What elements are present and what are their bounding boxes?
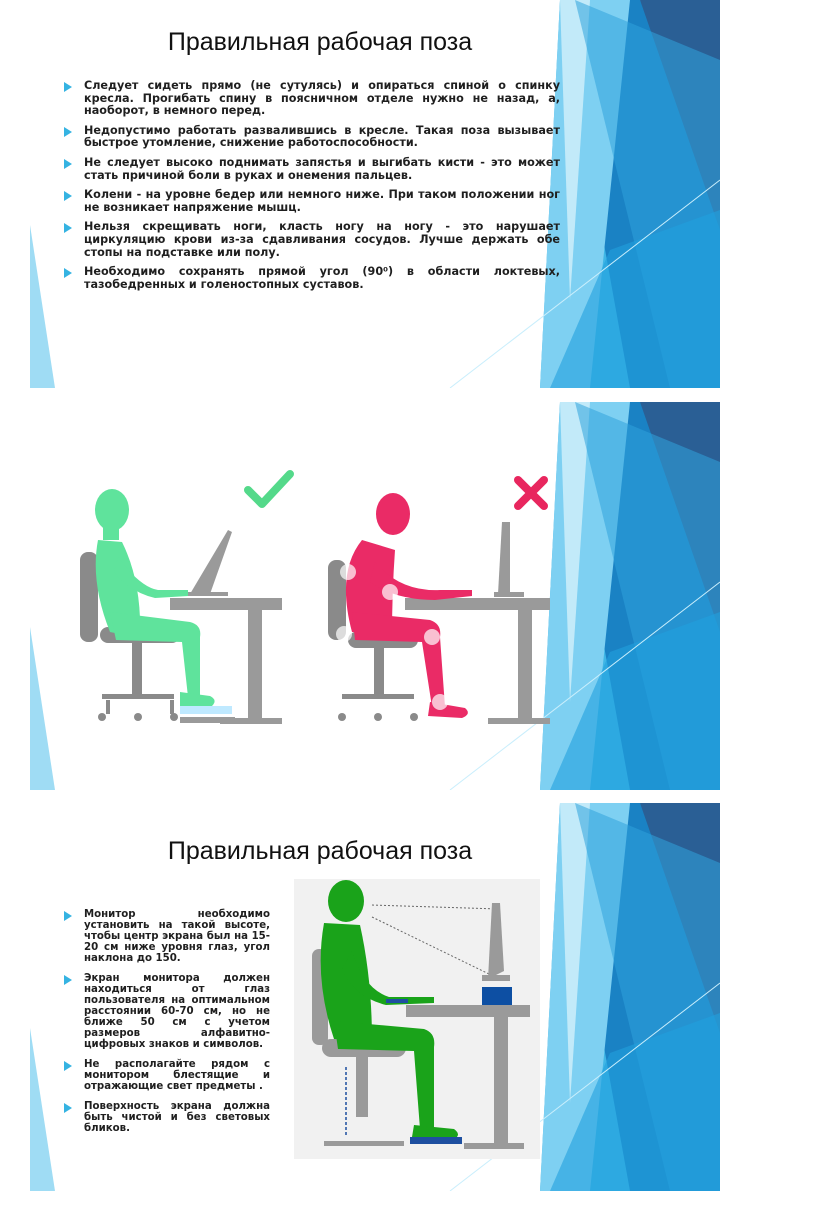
page-title: Правильная рабочая поза [167, 837, 473, 865]
list-item: Недопустимо работать развалившись в кресле. Такая поза вызывает быстрое утомление, снижение работоспособности. [62, 125, 560, 150]
good-posture-figure [80, 474, 290, 724]
bullet-arrow-icon [64, 268, 72, 278]
page-title: Правильная рабочая поза [167, 28, 473, 56]
bullet-arrow-icon [64, 911, 72, 921]
bullet-arrow-icon [64, 1103, 72, 1113]
list-item: Монитор необходимо установить на такой высоте, чтобы центр экрана был на 15-20 см ниже уровня глаз, угол наклона до 150. [62, 909, 270, 964]
bullet-arrow-icon [64, 191, 72, 201]
list-item: Нельзя скрещивать ноги, класть ногу на ногу - это нарушает циркуляцию крови из-за сдавливания сосудов. Лучше держать обе стопы на подставке или полу. [62, 221, 560, 259]
bullet-arrow-icon [64, 975, 72, 985]
slide-2 [30, 402, 720, 790]
monitor-posture-illustration [294, 879, 540, 1159]
list-item: Не следует высоко поднимать запястья и выгибать кисти - это может стать причиной боли в руках и онемения пальцев. [62, 157, 560, 182]
bullet-arrow-icon [64, 82, 72, 92]
list-item: Поверхность экрана должна быть чистой и без световых бликов. [62, 1101, 270, 1134]
bullet-arrow-icon [64, 159, 72, 169]
list-item: Экран монитора должен находиться от глаз пользователя на оптимальном расстоянии 60-70 см, но не ближе 50 см с учетом размеров алфавитно-цифровых знаков и символов. [62, 973, 270, 1050]
bullet-list [62, 80, 560, 298]
bullet-arrow-icon [64, 1061, 72, 1071]
slide-3 [30, 803, 720, 1191]
list-item: Необходимо сохранять прямой угол (90⁰) в области локтевых, тазобедренных и голеностопных суставов. [62, 266, 560, 291]
list-item: Не располагайте рядом с монитором блестящие и отражающие свет предметы . [62, 1059, 270, 1092]
posture-illustration [70, 462, 550, 732]
bullet-arrow-icon [64, 127, 72, 137]
slide-1 [30, 0, 720, 388]
cross-icon [518, 480, 544, 506]
list-item: Следует сидеть прямо (не сутулясь) и опираться спиной о спинку кресла. Прогибать спину в поясничном отделе нужно не назад, а, наоборот, в немного перед. [62, 80, 560, 118]
list-item: Колени - на уровне бедер или немного ниже. При таком положении ног не возникает напряжение мышц. [62, 189, 560, 214]
check-icon [248, 474, 290, 504]
bad-posture-figure [328, 480, 550, 724]
bullet-arrow-icon [64, 223, 72, 233]
bullet-list [62, 909, 270, 1143]
